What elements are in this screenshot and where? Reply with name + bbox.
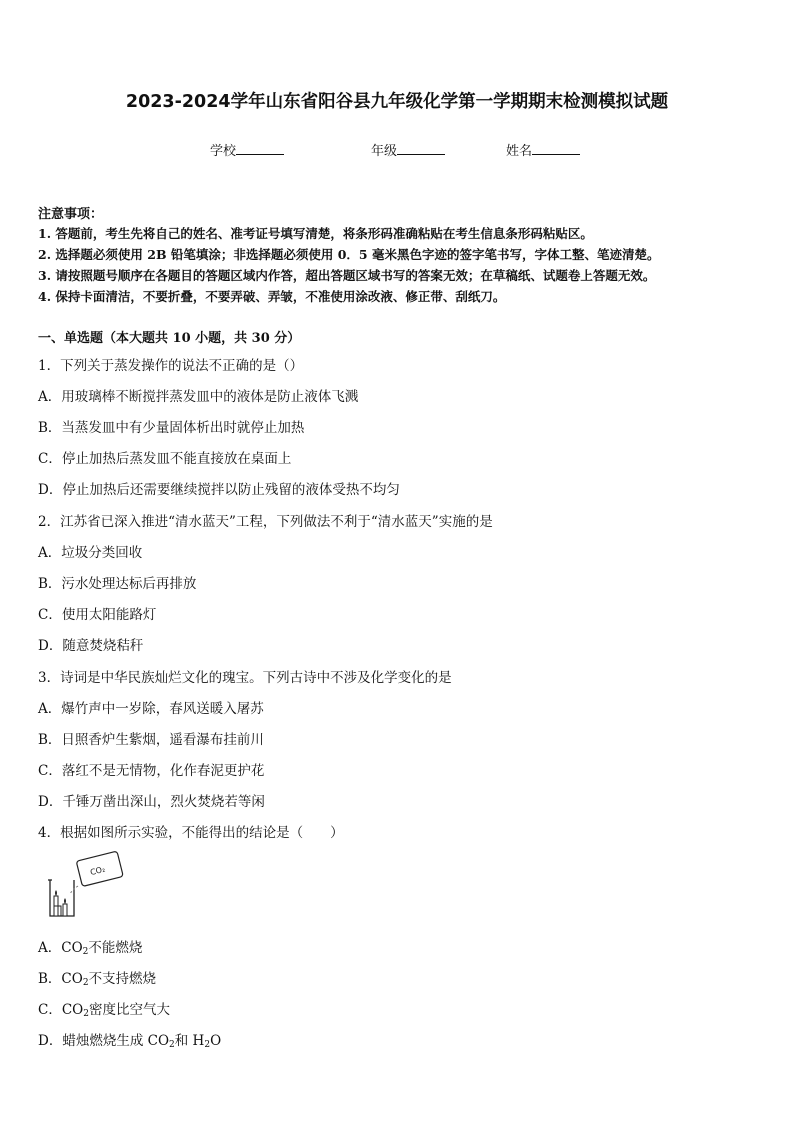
name-field bbox=[506, 140, 580, 159]
co2-label: CO₂ bbox=[89, 864, 107, 878]
name-blank[interactable] bbox=[532, 142, 580, 155]
question-4-stem: 4．根据如图所示实验，不能得出的结论是（ ） bbox=[38, 825, 344, 841]
question-4-option-d: D．蜡烛燃烧生成 $CO_2$和 $H_2O$ bbox=[38, 1033, 222, 1050]
question-1-option-b: B．当蒸发皿中有少量固体析出时就停止加热 bbox=[38, 420, 305, 436]
school-blank[interactable] bbox=[236, 142, 284, 155]
question-1-option-c: C．停止加热后蒸发皿不能直接放在桌面上 bbox=[38, 451, 292, 467]
grade-field bbox=[371, 140, 445, 159]
name-label: 姓名 bbox=[506, 144, 533, 159]
question-3-option-b: B．日照香炉生紫烟，遥看瀑布挂前川 bbox=[38, 732, 264, 748]
school-field bbox=[210, 140, 284, 159]
question-2-option-d: D．随意焚烧秸秆 bbox=[38, 638, 144, 654]
question-3-option-a: A．爆竹声中一岁除，春风送暖入屠苏 bbox=[38, 701, 264, 717]
question-1-option-d: D．停止加热后还需要继续搅拌以防止残留的液体受热不均匀 bbox=[38, 482, 400, 498]
grade-blank[interactable] bbox=[397, 142, 445, 155]
co2-experiment-figure bbox=[44, 850, 124, 920]
note-item: 2. 选择题必须使用 2B 铅笔填涂；非选择题必须使用 0．5 毫米黑色字迹的签字笔书写，字体工整、笔迹清楚。 bbox=[38, 247, 660, 262]
question-4-option-c: C．$CO_2$密度比空气大 bbox=[38, 1002, 170, 1019]
question-3-option-d: D．千锤万凿出深山，烈火焚烧若等闲 bbox=[38, 794, 265, 810]
note-item: 3. 请按照题号顺序在各题目的答题区域内作答，超出答题区域书写的答案无效；在草稿纸、试题卷上答题无效。 bbox=[38, 268, 656, 283]
note-item: 1. 答题前，考生先将自己的姓名、准考证号填写清楚，将条形码准确粘贴在考生信息条形码粘贴区。 bbox=[38, 226, 593, 241]
question-3-option-c: C．落红不是无情物，化作春泥更护花 bbox=[38, 763, 265, 779]
question-1-option-a: A．用玻璃棒不断搅拌蒸发皿中的液体是防止液体飞溅 bbox=[38, 389, 359, 405]
question-2-stem: 2．江苏省已深入推进“清水蓝天”工程，下列做法不利于“清水蓝天”实施的是 bbox=[38, 514, 493, 530]
section-heading: 一、单选题（本大题共 10 小题，共 30 分） bbox=[38, 331, 301, 346]
question-1-stem: 1．下列关于蒸发操作的说法不正确的是（） bbox=[38, 358, 304, 374]
question-2-option-b: B．污水处理达标后再排放 bbox=[38, 576, 197, 592]
page-title: 2023-2024学年山东省阳谷县九年级化学第一学期期末检测模拟试题 bbox=[125, 92, 669, 112]
question-2-option-a: A．垃圾分类回收 bbox=[38, 545, 143, 561]
question-3-stem: 3．诗词是中华民族灿烂文化的瑰宝。下列古诗中不涉及化学变化的是 bbox=[38, 670, 452, 686]
question-2-option-c: C．使用太阳能路灯 bbox=[38, 607, 157, 623]
grade-label: 年级 bbox=[371, 144, 398, 159]
school-label: 学校 bbox=[210, 144, 237, 159]
notes-heading: 注意事项： bbox=[38, 207, 104, 222]
question-4-option-a: A．$CO_2$不能燃烧 bbox=[38, 940, 143, 957]
question-4-option-b: B．$CO_2$不支持燃烧 bbox=[38, 971, 157, 988]
note-item: 4. 保持卡面清洁，不要折叠，不要弄破、弄皱，不准使用涂改液、修正带、刮纸刀。 bbox=[38, 289, 506, 304]
